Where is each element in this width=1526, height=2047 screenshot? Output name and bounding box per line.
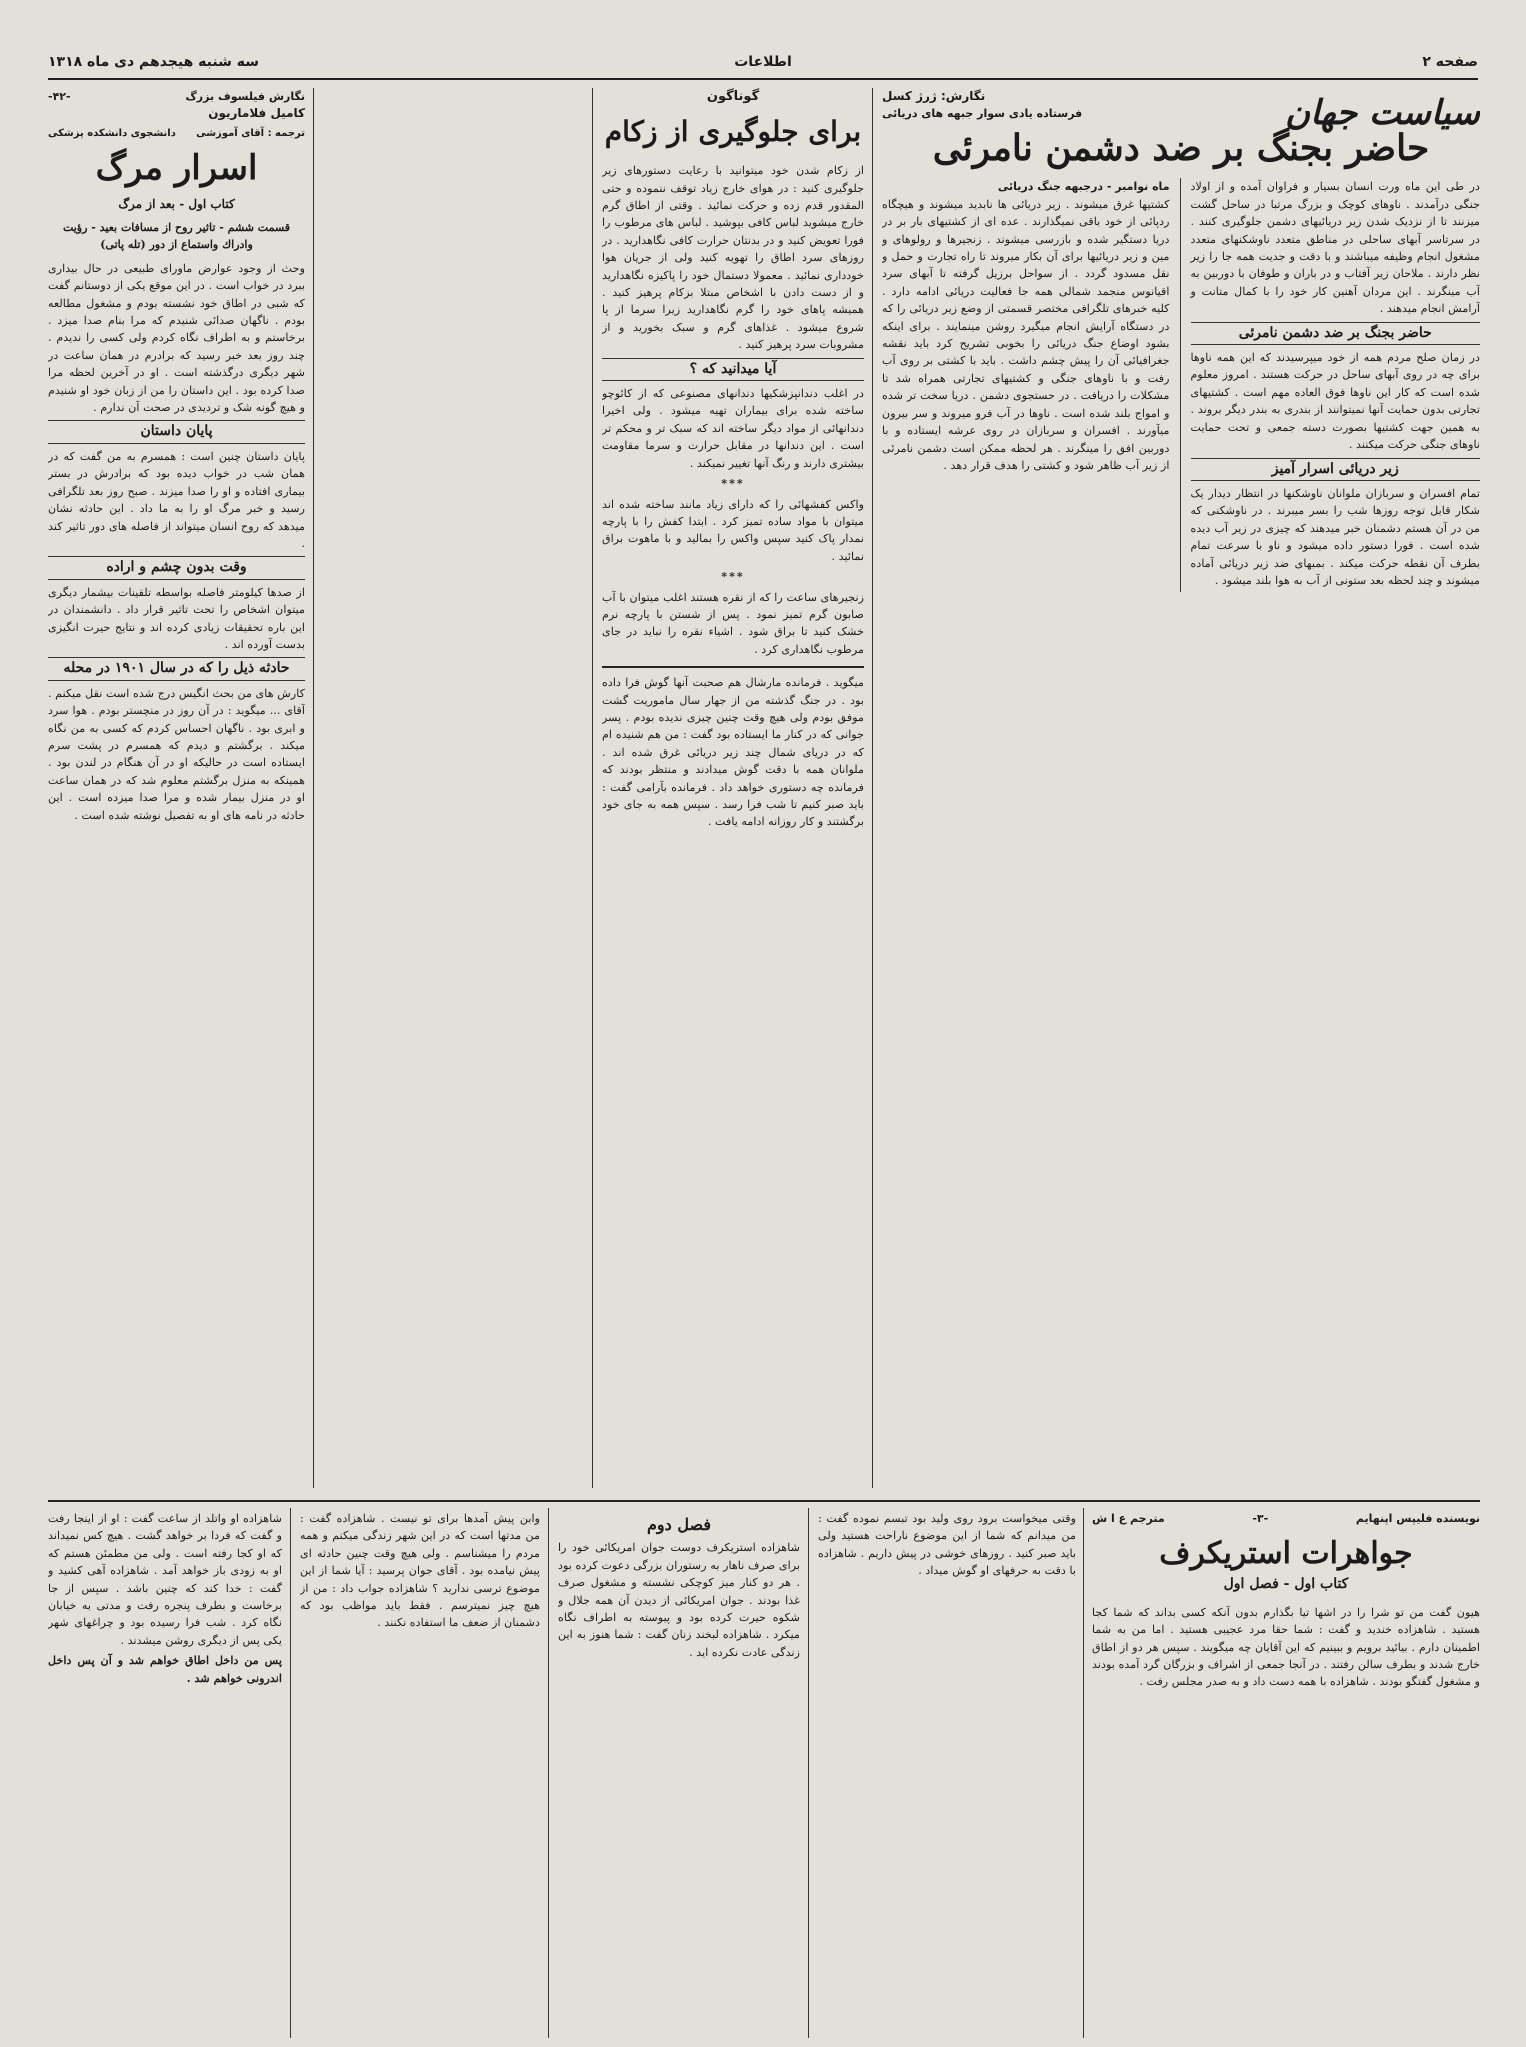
translator: ترجمه : آقای آموزشی	[196, 127, 305, 139]
body-text: از زکام شدن خود میتوانید با رعایت دستورهای زیر جلوگیری کنید : در هوای خارج زیاد توقف ننموده و حتی المقدور قدم زده و حرکت نمائید . وقتی از اطاق گرم خارج میشوید لباس کافی بپوشید . لباس های مرطوب را فورا تعویض کنید و در بدنتان حرارت کافی نگاهدارید . در روزهای سرد اطاق را تهویه کنید ولی از جریان هوا خودداری نمائید . معمولا دستمال خود را پاکیزه نگاهدارید و از دست دادن با اشخاص مبتلا بزکام پرهیز کنید . همیشه پاهای خود را گرم نگاهدارید زیرا سرما از پا شروع میشود . غذاهای گرم و سبک بخورید و از مشروبات سرد پرهیز کنید .	[602, 164, 864, 352]
part-label: قسمت ششم - تاثیر روح از مسافات بعید - رؤیت وادراك واستماع از دور (تله پاتی)	[62, 221, 291, 252]
body-text: زنجیرهای ساعت را که از نقره هستند اغلب میتوان با آب صابون گرم تمیز نمود . پس از شستن با پارچه نرم خشک کنید تا براق شود . اشیاء نقره را نباید در جای مرطوب نگاهداری کرد .	[602, 590, 864, 656]
body-text: وقتی میخواست برود روی ولید بود تبسم نموده گفت : من میدانم که شما از این موضوع ناراحت هستید ولی باید صبر کنید . روزهای خوشی در پیش داریم . شاهزاده با دقت به حرفهای او گوش میداد .	[818, 1512, 1076, 1578]
article-world-politics	[882, 88, 1480, 1488]
body-text: تمام افسران و سربازان ملوانان ناوشکنها در انتظار دیدار یک شکار قابل توجه روزها شب را بسر میبرند . در ناوشکنی که من در آن هستم دشمنان خبر میدهند که چیزی در زیر آب دیده شده است . فورا دستور داده میشود و ناو با سرعت تمام بطرف آن نقطه حرکت میکند . بمبهای ضد زیر دریائی آماده میشوند و چند لحظه بعد ستونی از آب به هوا بلند میشود .	[1190, 486, 1480, 587]
serial-column	[300, 1510, 540, 2040]
book-label: کتاب اول - بعد از مرگ	[118, 196, 235, 211]
paper-name: اطلاعات	[734, 54, 792, 70]
body-text: شاهزاده او واتلد از ساعت گفت : او از اینجا رفت و گفت که فردا بر خواهد گشت . هیچ کس نمیداند که او کجا رفته است . ولی من مطمئن هستم که او به زودی باز خواهد آمد . شاهزاده آهی کشید و گفت : خدا کند که چنین باشد . سپس از جا برخاست و بطرف پنجره رفت و مدتی به خیابان نگاه کرد . شب فرا رسیده بود و چراغهای شهر یکی پس از دیگری روشن میشدند .	[48, 1512, 282, 1647]
body-text: پایان داستان چنین است : همسرم به من گفت که در همان شب در خواب دیده بود که برادرش در بستر بیماری افتاده و او را صدا میزند . صبح روز بعد تلگرافی رسید و خبر مرگ او را به ما داد . این حادثه نشان میدهد که روح انسان میتواند از فاصله های دور تاثیر کند .	[48, 449, 305, 550]
serial-author: نویسنده فلیپس اپنهایم	[1355, 1512, 1480, 1525]
serial-chapter: کتاب اول - فصل اول	[1223, 1576, 1349, 1593]
body-text: شاهزاده استریکرف دوست جوان امریکائی خود را برای صرف ناهار به رستوران بزرگی دعوت کرده بود . هر دو کنار میز کوچکی نشسته و مشغول صرف غذا بودند . جوان امریکائی از دیدن آن همه جلال و شکوه حیرت کرده بود و پیوسته به اطراف نگاه میکرد . شاهزاده لبخند زنان گفت : شما هنوز به این زندگی عادت نکرده اید .	[558, 1541, 800, 1659]
body-text: در طی این ماه ورت انسان بسیار و فراوان آمده و از اولاد جنگی درآمدند . ناوهای کوچک و بزرگ مرتبا در ساحل گشت میزنند تا از نزدیک شدن زیر دریائیهای دشمن جلوگیری کنند . در سرتاسر آبهای ساحلی در مناطق متعدد ناوشکنهای متعدد مشغول انجام وظیفه میباشند و با دقت و جدیت همه جا را زیر نظر دارند . ملاحان زیر آفتاب و در باران و طوفان با دوربین به آب مینگرند . این مردان آهنین کار خود را با کمال متانت و آرامش انجام میدهند .	[1190, 180, 1480, 316]
serial-column	[818, 1510, 1076, 2040]
byline: نگارش: ژرژ کسل	[882, 89, 986, 103]
serial-translator: مترجم ع ا ش	[1092, 1512, 1165, 1525]
article-miscellany	[602, 88, 864, 1488]
subheading: وقت بدون چشم و اراده	[48, 556, 305, 579]
subheading: حادثه ذیل را که در سال ۱۹۰۱ در محله	[48, 657, 305, 680]
body-text: میگوید . فرمانده مارشال هم صحبت آنها گوش فرا داده بود . در جنگ گذشته من از جهار سال ماموریت گشت موفق بودم ولی هیچ وقت چنین چیزی ندیده بودم . پسر جوانی که در کنار ما ایستاده بود گفت : من هم شنیده ام که در دریای شمال چند زیر دریائی غرق شده اند . ملوانان همه با دقت گوش میدادند و منتظر بودند که فرمانده چه دستوری خواهد داد . فرمانده بآرامی گفت : باید صبر کنیم تا شب فرا رسد . سپس همه به جای خود برگشتند و کار روزانه ادامه یافت .	[602, 676, 864, 829]
column-rule	[1083, 1508, 1084, 2038]
column-rule	[548, 1508, 549, 2038]
serial-column	[558, 1510, 800, 2040]
body-text: وابن پیش آمدها برای تو نیست . شاهزاده گفت : من مدتها است که در این شهر زندگی میکنم و همه مردم را میشناسم . ولی هیچ وقت چنین حادثه ای پیش نیامده بود . آقای جوان پرسید : آیا شما از این موضوع ترسی ندارید ؟ شاهزاده جواب داد : من از هیچ چیز نمیترسم . فقط باید مواظب بود که دشمنان از ضعف ما استفاده نکنند .	[300, 1512, 540, 1630]
headline: برای جلوگیری از زکام	[604, 115, 862, 149]
body-text: واکس کفشهائی را که دارای زیاد مانند ساخته شده اند میتوان با مواد ساده تمیز کرد . ابتدا کفش را با پارچه نمدار پاک کنید سپس واکس را بمالید و با ماهوت براق نمائید .	[602, 497, 864, 563]
separator: ***	[721, 569, 745, 584]
author-name: کامیل فلاماریون	[208, 106, 305, 121]
body-text: در اغلب دندانپزشکیها دندانهای مصنوعی که از کائوچو ساخته شده برای بیماران تهیه میشود . ولی اخیرا دندانهائی از مواد دیگر ساخته اند که سبک تر و محکم تر است . این دندانها در مقابل حرارت و سرما مقاومت بیشتری دارند و رنگ آنها تغییر نمیکند .	[602, 387, 864, 470]
serial-heading-column	[1092, 1510, 1480, 2040]
body-text: از صدها کیلومتر فاصله بواسطه تلقینات بیشمار دیگری میتوان اشخاص را تحت تاثیر قرار داد . دانشمندان در این باره تحقیقات زیادی کرده اند و نتایج حیرت انگیزی بدست آورده اند .	[48, 585, 305, 651]
column-rule	[808, 1508, 809, 2038]
body-text: کارش های من بحث انگیس درج شده است نقل میکنم . آقای ... میگوید : در آن روز در منچستر بودم . هوا سرد و ابری بود . ناگهان احساس کردم که کسی به من نگاه میکند . برگشتم و دیدم که همسرم در پشت سرم ایستاده است در حالیکه او در آن هنگام در لندن بود . همینکه به منزل برگشتم معلوم شد که در همان ساعت او در منزل بیمار شده و مرا صدا میزده است . این حادثه در نامه های او به تفصیل نوشته شده است .	[48, 686, 305, 822]
column-rule	[592, 88, 593, 1488]
byline-role: فرستاده یادی سوار جبهه های دریائی	[882, 107, 1083, 121]
body-text: کشتیها غرق میشوند . زیر دریائی ها نابدید میشوند و هیچگاه ردپائی از خود باقی نمیگذارند . عده ای از کشتیهای بار بر در دریا دستگیر شده و بازرسی میشوند . زنجیرها و رولوهای و مین و زیر دریائیها برای آن بکار میروند تا راه تجارت و حمل و نقل مسدود گردد . از سواحل برزیل گرفته تا آبهای سرد اقیانوس منجمد شمالی همه جا فعالیت دریائی ادامه دارد . کلیه خبرهای تلگرافی مختصر قسمتی از وضع زیر دریائی را که در دستگاه آرایش انجام میگیرد روشن مینمایند . برای اینکه بشود اوضاع جنگ دریائی را بخوبی تشریح کرد باید نقشه جغرافیائی آن را پیش چشم داشت . باید با کشتی بر روی آب رفت و با ناوهای جنگی و کشتیهای تجارتی همراه شد تا مشکلات را دریافت . در حستجوی دشمن . دریا سخت تر شده و امواج بلند شده است . ناوها در آب فرو میروند و سر بیرون میآورند . افسران و سربازان در روی عرشه ایستاده و با دوربین افق را مینگرند . هر لحظه ممکن است دشمن نامرئی از زیر آب ظاهر شود و کشتی را هدف قرار دهد .	[882, 197, 1170, 472]
body-text: در زمان صلح مردم همه از خود میپرسیدند که این همه ناوها برای چه در روی آبهای ساحل در حرکت هستند . امروز معلوم شده است که کار این ناوها فوق العاده مهم است . کشتیهای تجارتی بدون حمایت آنها نمیتوانند از بندری به بندر دیگر بروند . به همین جهت کشتیها بصورت دسته جمعی و تحت حمایت ناوهای جنگی حرکت میکنند .	[1190, 351, 1480, 452]
subheading: آیا میدانید که ؟	[602, 358, 864, 381]
section-divider	[48, 1500, 1480, 1502]
column-rule	[872, 88, 873, 1488]
episode-number: -۴۲-	[48, 90, 71, 103]
masthead	[48, 52, 1478, 80]
subheading: فصل دوم	[647, 1515, 711, 1534]
subheading: زیر دریائی اسرار آمیز	[1191, 458, 1481, 481]
dateline: ماه نوامبر - درجبهه جنگ دریائی	[997, 180, 1170, 194]
serial-title: جواهرات استریکرف	[1159, 1536, 1413, 1572]
translator-role: دانشجوی دانشکده پزشکی	[48, 127, 176, 139]
headline: اسرار مرگ	[95, 148, 258, 189]
column-rule	[290, 1508, 291, 2038]
serial-column	[48, 1510, 282, 2040]
headline: حاضر بجنگ بر ضد دشمن نامرئی	[932, 126, 1430, 169]
page-number: صفحه ۲	[1422, 54, 1478, 70]
column-rule	[313, 88, 314, 1488]
subheading: حاضر بجنگ بر ضد دشمن نامرئی	[1191, 322, 1481, 345]
column-kicker: نگارش فیلسوف بزرگ	[185, 90, 305, 103]
body-text: وحث از وجود عوارض ماورای طبیعی در حال بیداری ببرد در خواب است . در این موقع یکی از دوستانم گفت که شبی در اطاق خود نشسته بودم و مشغول مطالعه بودم . ناگهان صدائی شنیدم که مرا بنام صدا میزد . برخاستم و به اطراف نگاه کردم ولی کسی را ندیدم . چند روز بعد خبر رسید که برادرم در همان ساعت در شهر دیگری درگذشته است . او در آخرین لحظه مرا صدا کرده بود . این داستان را من از زبان خود او شنیدم و هیچ گونه شک و تردیدی در صحت آن ندارم .	[48, 261, 305, 415]
column-kicker: گوناگون	[706, 89, 760, 104]
body-text: هیون گفت من تو شرا را در اشها تیا بگذارم بدون آنکه کسی بداند که شما کجا هستید . شاهزاده خندید و گفت : شما حقا مرد عجیبی هستید . اما من به شما اطمینان دارم . بیائید برویم و ببینیم که این آقایان چه میگویند . سپس هر دو از اطاق خارج شدند و بطرف سالن رفتند . در آنجا جمعی از اشراف و بزرگان گرد آمده بودند و مشغول گفتگو بودند . شاهزاده با همه دست داد و به صدر مجلس رفت .	[1092, 1605, 1480, 1689]
issue-date: سه شنبه هیجدهم دی ماه ۱۳۱۸	[48, 54, 259, 70]
subheading: پایان داستان	[48, 420, 305, 443]
serial-number: -۳-	[1252, 1512, 1269, 1525]
section-title: سیاست جهان	[1285, 93, 1480, 134]
article-secrets-of-death	[48, 88, 305, 1488]
body-text: پس من داخل اطاق خواهم شد و آن پس داخل اندرونی خواهم شد .	[48, 1653, 282, 1685]
separator: ***	[721, 476, 745, 491]
